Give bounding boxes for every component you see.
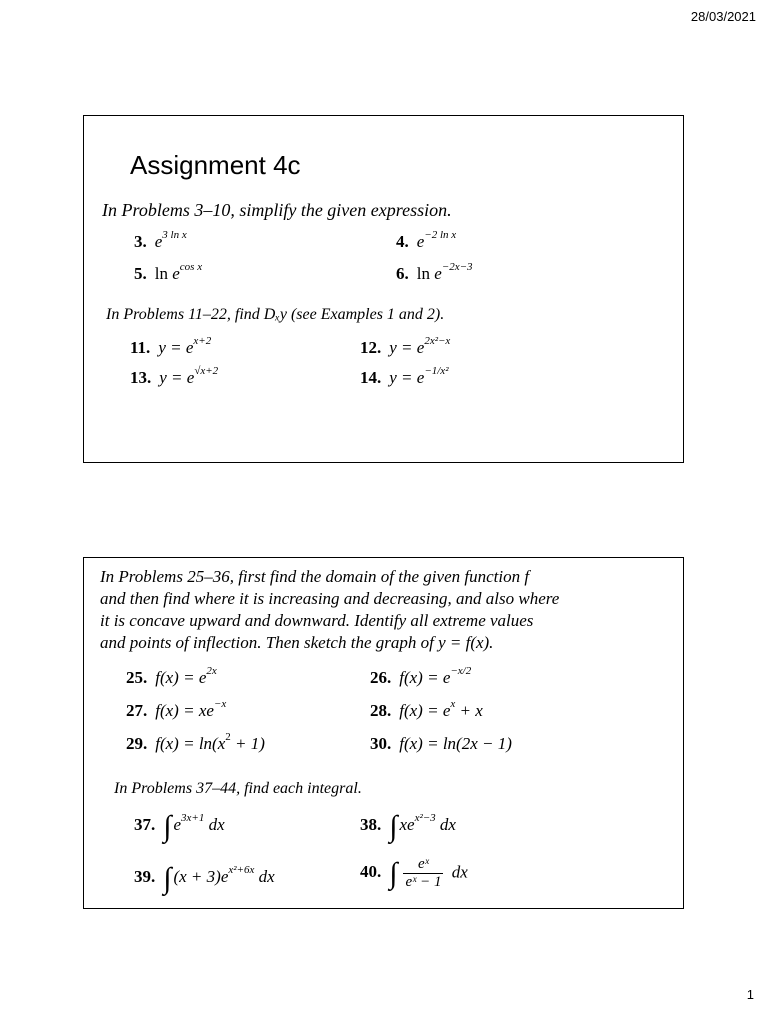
problem-40: 40. ∫ $\frac{\text{eˣ}}{\text{eˣ − 1}}$ dx	[360, 856, 468, 891]
page-number: 1	[746, 987, 754, 1002]
page-date: 28/03/2021	[690, 9, 756, 24]
instruction-sketch	[100, 566, 660, 654]
fraction: $\frac{\text{eˣ}}{\text{eˣ − 1}}$	[405, 856, 442, 890]
instruction-derivative: In Problems 11–22, find Dₓy (see Examples 1 and 2).	[106, 306, 445, 323]
problem-11: 11. $y = e^{x+2}$	[130, 335, 212, 357]
slide-title: Assignment 4c	[130, 150, 301, 180]
problem-12: 12. $y = e^{2x^2-x}$	[360, 335, 451, 357]
slide-2	[83, 557, 684, 909]
problem-6: 6. $\ln e^{-2x-3}$	[396, 261, 473, 283]
problem-30: 30. f(x) = ln(2x − 1)	[370, 734, 512, 753]
problem-38: 38. ∫ $xe^{x^2-3}$ dx	[360, 810, 456, 843]
problem-13: 13. $y = e^{√x+2}$	[130, 365, 219, 387]
problem-29: 29. $f(x) = \ln(x^2 + 1)$	[126, 731, 265, 753]
problem-26: 26. $f(x) = e^{-x/2}$	[370, 665, 472, 687]
problem-28: 28. $f(x) = e^x + x$	[370, 698, 483, 720]
problem-4: 4. $e^{-2 ln x}$	[396, 229, 457, 251]
instruction-simplify: In Problems 3–10, simplify the given expression.	[102, 200, 452, 220]
problem-37: 37. ∫ $e^{3x+1}$ dx	[134, 810, 225, 843]
instruction-line: and points of inflection. Then sketch the graph of y = f(x).	[100, 633, 494, 652]
instruction-line: and then find where it is increasing and decreasing, and also where	[100, 589, 560, 608]
slide-1	[83, 115, 684, 463]
problem-27: 27. $f(x) = xe^{-x}$	[126, 698, 227, 720]
instruction-line: In Problems 25–36, first find the domain of the given function f	[100, 567, 530, 586]
problem-25: 25. $f(x) = e^{2x}$	[126, 665, 217, 687]
instruction-line: it is concave upward and downward. Identify all extreme values	[100, 611, 534, 630]
problem-3: 3. $e^{3 ln x}$	[134, 229, 187, 251]
instruction-integral: In Problems 37–44, find each integral.	[114, 780, 362, 797]
problem-5: 5. $\ln e^{cos x}$	[134, 261, 203, 283]
problem-14: 14. $y = e^{-1/x^2}$	[360, 365, 449, 387]
problem-39: 39. ∫ $(x + 3)e^{x^2+6x}$ dx	[134, 862, 275, 895]
